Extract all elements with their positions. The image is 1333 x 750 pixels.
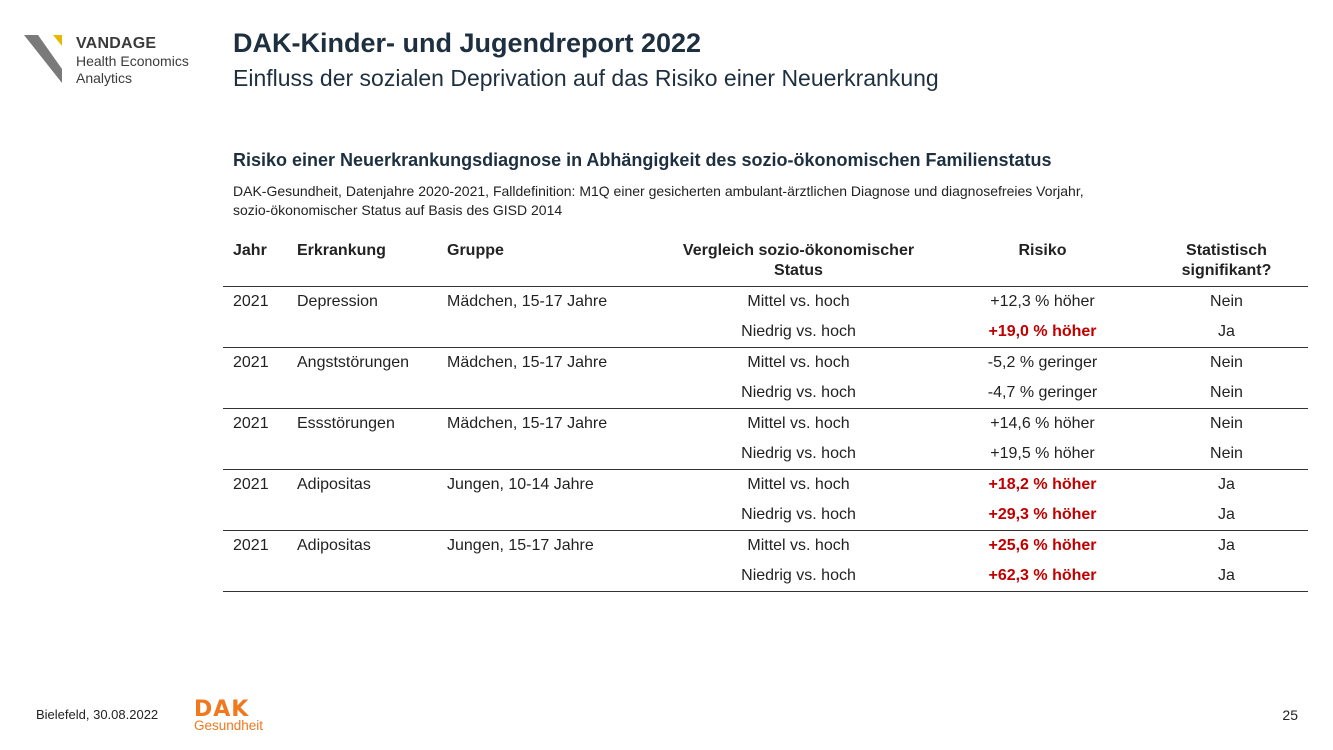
cell-signifikant: Nein <box>1210 293 1243 310</box>
vandage-tagline-2: Analytics <box>76 70 133 86</box>
vandage-logo <box>24 35 214 85</box>
cell-jahr: 2021 <box>233 293 269 310</box>
cell-gruppe <box>437 317 657 348</box>
cell-risiko-significant: +18,2 % höher <box>988 476 1097 493</box>
cell-vergleich: Niedrig vs. hoch <box>657 378 940 409</box>
cell-vergleich: Niedrig vs. hoch <box>657 439 940 470</box>
source-note-line-1: DAK-Gesundheit, Datenjahre 2020-2021, Falldefinition: M1Q einer gesicherten ambulant-ärztlichen Diagnose und diagnosefreies Vorjahr, <box>233 183 1084 199</box>
vandage-tagline-1: Health Economics <box>76 53 189 69</box>
cell-jahr: 2021 <box>233 415 269 432</box>
cell-erkrankung <box>287 378 437 409</box>
cell-vergleich: Niedrig vs. hoch <box>657 317 940 348</box>
cell-risiko: +14,6 % höher <box>990 415 1095 432</box>
table-row <box>223 470 1308 501</box>
cell-signifikant: Nein <box>1145 378 1308 409</box>
table-row <box>223 561 1308 592</box>
cell-signifikant: Nein <box>1145 439 1308 470</box>
table-row <box>223 439 1308 470</box>
cell-jahr: 2021 <box>233 537 269 554</box>
cell-gruppe: Mädchen, 15-17 Jahre <box>447 415 608 432</box>
cell-erkrankung <box>287 561 437 592</box>
cell-signifikant: Ja <box>1218 537 1235 554</box>
cell-vergleich: Niedrig vs. hoch <box>657 500 940 531</box>
dak-logo-word: DAK <box>194 697 250 722</box>
cell-gruppe <box>437 561 657 592</box>
cell-gruppe: Jungen, 15-17 Jahre <box>447 537 594 554</box>
cell-jahr <box>223 378 287 409</box>
cell-gruppe: Mädchen, 15-17 Jahre <box>447 293 608 310</box>
cell-risiko: +12,3 % höher <box>990 293 1095 310</box>
cell-erkrankung <box>287 439 437 470</box>
header-vergleich <box>657 238 940 287</box>
cell-signifikant: Ja <box>1218 476 1235 493</box>
footer-date: Bielefeld, 30.08.2022 <box>36 707 159 722</box>
cell-jahr <box>223 561 287 592</box>
cell-erkrankung <box>287 500 437 531</box>
cell-risiko-significant: +19,0 % höher <box>940 317 1145 348</box>
page-subtitle: Einfluss der sozialen Deprivation auf das Risiko einer Neuerkrankung <box>233 65 939 91</box>
table-row <box>223 531 1308 562</box>
header-jahr: Jahr <box>223 238 287 287</box>
cell-gruppe: Jungen, 10-14 Jahre <box>447 476 594 493</box>
section-title: Risiko einer Neuerkrankungsdiagnose in Abhängigkeit des sozio-ökonomischen Familienstatus <box>233 150 1052 170</box>
dak-logo-sub: Gesundheit <box>194 718 264 733</box>
table-row <box>223 409 1308 440</box>
cell-risiko-significant: +25,6 % höher <box>988 537 1097 554</box>
cell-erkrankung: Depression <box>297 293 378 310</box>
cell-signifikant: Ja <box>1145 500 1308 531</box>
cell-risiko-significant: +29,3 % höher <box>940 500 1145 531</box>
cell-erkrankung: Angststörungen <box>297 354 410 371</box>
cell-vergleich: Mittel vs. hoch <box>747 537 850 554</box>
table-row <box>223 287 1308 318</box>
header-signifikant: Statistisch signifikant? <box>1145 238 1308 287</box>
header-erkrankung: Erkrankung <box>287 238 437 287</box>
page-number: 25 <box>1282 707 1298 723</box>
cell-jahr: 2021 <box>233 354 269 371</box>
cell-vergleich: Mittel vs. hoch <box>747 354 850 371</box>
cell-erkrankung <box>287 317 437 348</box>
cell-risiko: +19,5 % höher <box>940 439 1145 470</box>
table-row <box>223 378 1308 409</box>
cell-risiko: -4,7 % geringer <box>940 378 1145 409</box>
cell-gruppe <box>437 378 657 409</box>
source-note-line-2: sozio-ökonomischer Status auf Basis des GISD 2014 <box>233 202 563 218</box>
cell-signifikant: Nein <box>1210 354 1243 371</box>
cell-erkrankung: Essstörungen <box>297 415 395 432</box>
cell-jahr <box>223 439 287 470</box>
cell-signifikant: Nein <box>1210 415 1243 432</box>
cell-gruppe <box>437 439 657 470</box>
table-row <box>223 348 1308 379</box>
vandage-mark-icon <box>24 35 68 85</box>
header-vergleich-line-1: Vergleich sozio-ökonomischer <box>682 242 915 259</box>
cell-risiko: -5,2 % geringer <box>987 354 1098 371</box>
cell-erkrankung: Adipositas <box>297 476 371 493</box>
cell-erkrankung: Adipositas <box>297 537 371 554</box>
cell-signifikant: Ja <box>1145 561 1308 592</box>
cell-jahr <box>223 317 287 348</box>
header-vergleich-line-2: Status <box>774 262 823 279</box>
cell-jahr: 2021 <box>233 476 269 493</box>
vandage-brand: VANDAGE <box>76 35 157 52</box>
table-row <box>223 317 1308 348</box>
cell-vergleich: Mittel vs. hoch <box>747 476 850 493</box>
cell-signifikant: Ja <box>1145 317 1308 348</box>
header-gruppe: Gruppe <box>437 238 657 287</box>
header-risiko: Risiko <box>940 238 1145 287</box>
cell-jahr <box>223 500 287 531</box>
cell-vergleich: Mittel vs. hoch <box>747 293 850 310</box>
cell-gruppe: Mädchen, 15-17 Jahre <box>447 354 608 371</box>
cell-gruppe <box>437 500 657 531</box>
cell-risiko-significant: +62,3 % höher <box>940 561 1145 592</box>
dak-logo <box>194 695 269 737</box>
table-row <box>223 500 1308 531</box>
table-header-row <box>223 238 1308 287</box>
cell-vergleich: Mittel vs. hoch <box>747 415 850 432</box>
risk-table <box>223 238 1308 592</box>
cell-vergleich: Niedrig vs. hoch <box>657 561 940 592</box>
page-title: DAK-Kinder- und Jugendreport 2022 <box>233 28 702 58</box>
